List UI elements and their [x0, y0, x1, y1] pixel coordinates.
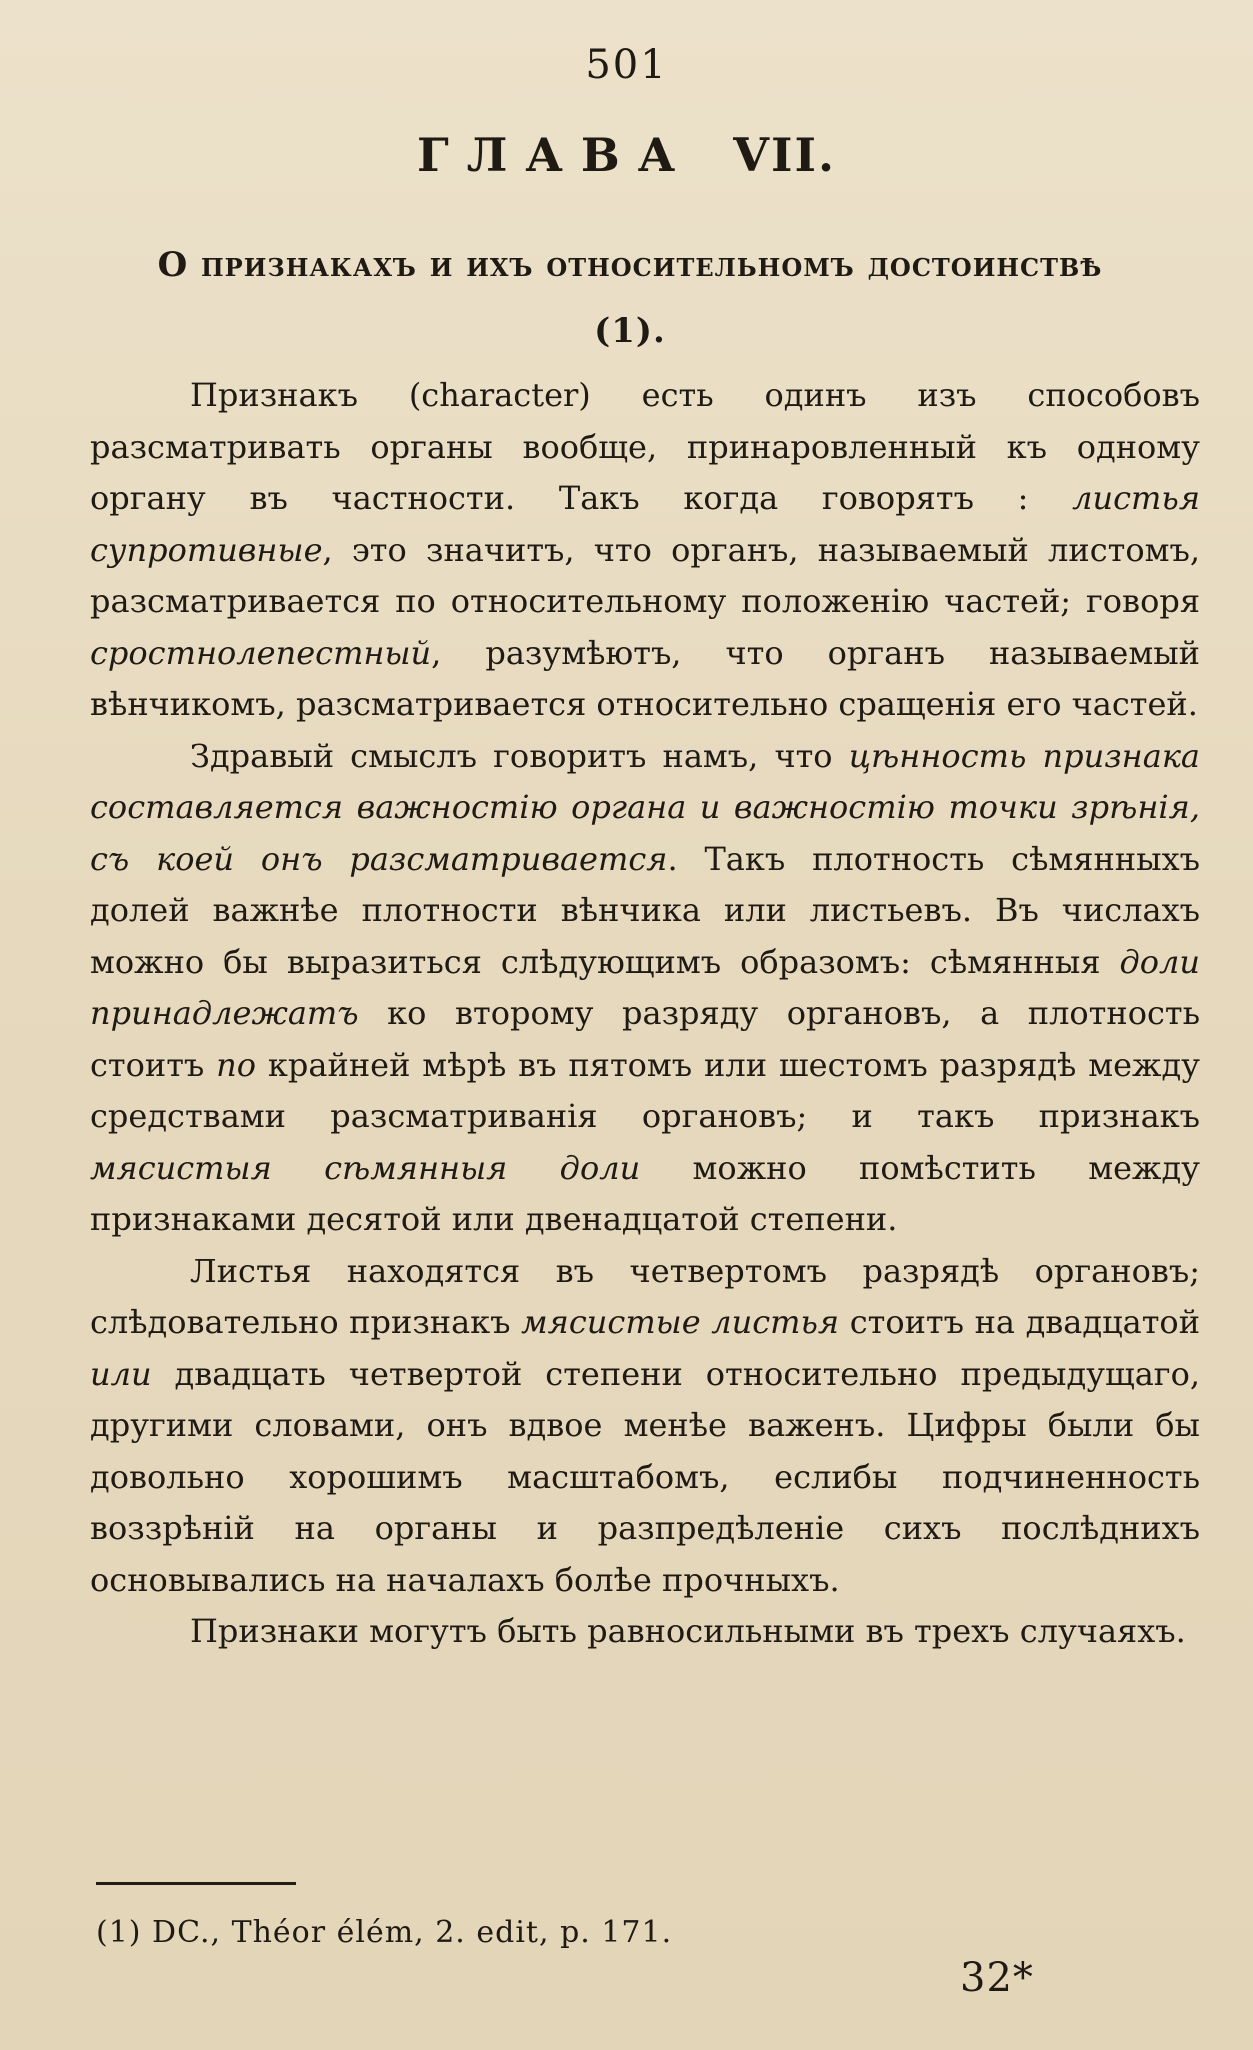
italic-run: листья супротивные: [90, 479, 1200, 569]
italic-run: доли принадлежатъ: [90, 942, 1200, 1032]
chapter-heading: [0, 128, 1253, 182]
body-text: [90, 370, 1200, 1658]
chapter-subtitle: О признакахъ и ихъ относительномъ достоинствѣ (1).: [157, 245, 1103, 351]
text-run: стоитъ на двадцатой: [839, 1303, 1201, 1341]
text-run: ко второму разряду органовъ, а плотность стоитъ: [90, 994, 1200, 1084]
italic-run: мясистые листья: [521, 1303, 840, 1341]
text-run: Здравый смыслъ говоритъ намъ, что: [190, 736, 849, 775]
text-run: , это значитъ, что органъ, называемый листомъ, разсматривается по относительному положенію частей; говоря: [90, 530, 1200, 620]
paragraph: [90, 1246, 1200, 1607]
footnote-rule: [96, 1882, 296, 1885]
italic-run: мясистыя сѣмянныя доли: [90, 1148, 641, 1187]
text-run: Листья находятся въ четвертомъ разрядѣ органовъ; слѣдовательно признакъ: [90, 1251, 1200, 1341]
italic-run: сростнолепестный: [90, 633, 432, 672]
text-run: двадцать четвертой степени относительно предыдущаго, другими словами, онъ вдвое менѣе важенъ. Цифры были бы довольно хорошимъ масштабомъ, еслибы подчиненность воззрѣній на органы и разпредѣленіе сихъ послѣднихъ основывались на началахъ болѣе прочныхъ.: [90, 1354, 1200, 1599]
page-number: 501: [585, 42, 668, 88]
italic-run: цѣнность признака составляется важностію органа и важностію точки зрѣнія, съ коей онъ разсматривается: [90, 736, 1201, 878]
text-run: Признаки могутъ быть равносильными въ трехъ случаяхъ.: [190, 1612, 1186, 1650]
chapter-word: ГЛАВА: [417, 128, 694, 182]
paragraph: [90, 731, 1200, 1246]
paragraph: [90, 370, 1200, 731]
italic-run: по: [216, 1045, 257, 1084]
italic-run: или: [90, 1354, 152, 1393]
text-run: крайней мѣрѣ въ пятомъ или шестомъ разрядѣ между средствами разсматриванія органовъ; и такъ признакъ: [90, 1045, 1201, 1135]
chapter-numeral: VII.: [733, 128, 836, 182]
signature-mark: 32*: [960, 1955, 1034, 2001]
text-run: . Такъ плотность сѣмянныхъ долей важнѣе плотности вѣнчика или листьевъ. Въ числахъ можно бы выразиться слѣдующимъ образомъ: сѣмянныя: [90, 839, 1200, 981]
text-run: Признакъ (character) есть одинъ изъ способовъ разсматривать органы вообще, принаровленный къ одному органу въ частности. Такъ когда говорятъ :: [90, 376, 1200, 517]
paragraph: [90, 1606, 1200, 1658]
text-run: можно помѣстить между признаками десятой или двенадцатой степени.: [90, 1148, 1201, 1238]
text-run: , разумѣютъ, что органъ называемый вѣнчикомъ, разсматривается относительно сращенія его частей.: [90, 633, 1200, 723]
footnote: (1) DC., Théor élém, 2. edit, p. 171.: [96, 1915, 673, 1950]
